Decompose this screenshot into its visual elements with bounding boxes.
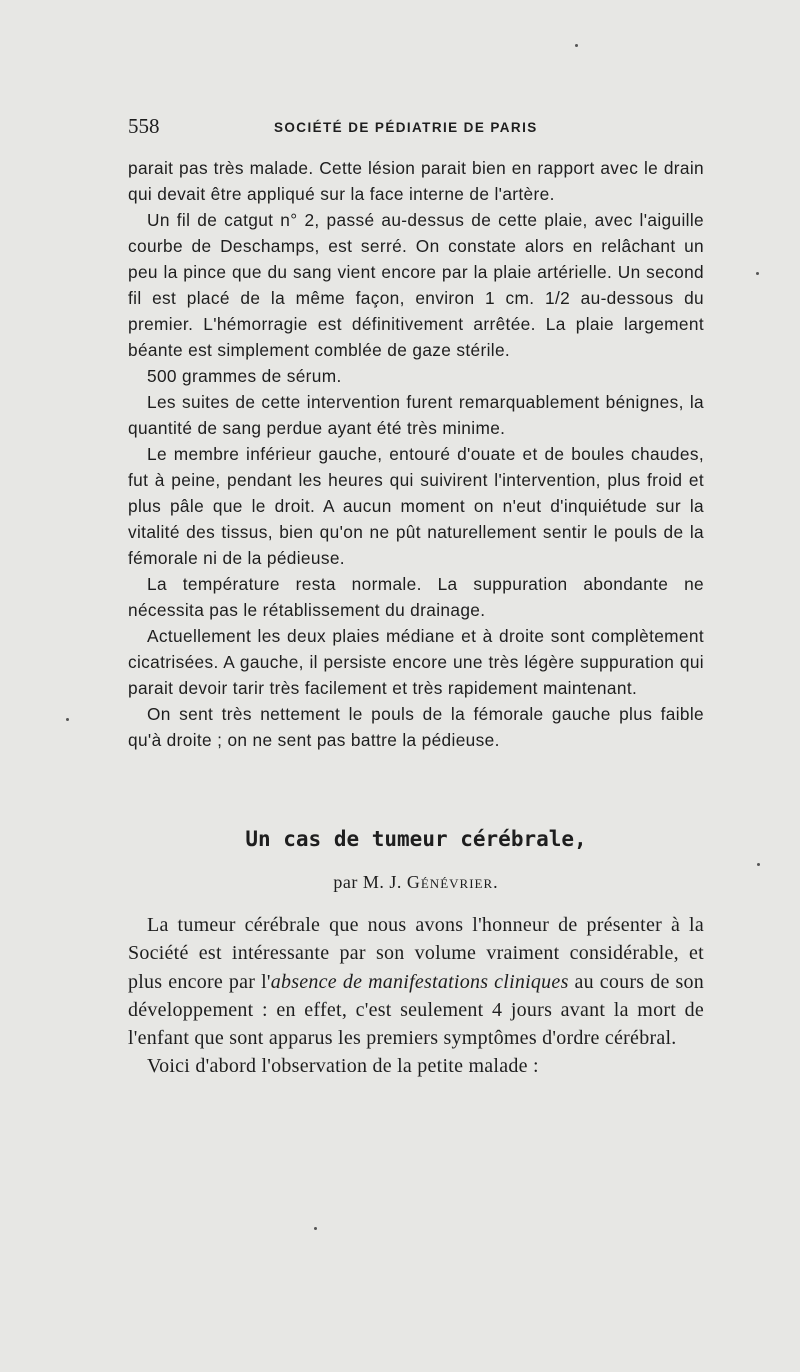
page-number: 558 <box>128 114 160 138</box>
paragraph: Les suites de cette intervention furent remarquablement bénignes, la quantité de sang perdue ayant été très minime. <box>128 392 704 438</box>
scan-speck <box>66 718 69 721</box>
byline-prefix: par M. J. <box>333 872 402 892</box>
running-title: SOCIÉTÉ DE PÉDIATRIE DE PARIS <box>274 120 538 135</box>
paragraph: 500 grammes de sérum. <box>147 366 342 386</box>
article-body <box>128 911 704 1081</box>
article-title: Un cas de tumeur cérébrale, <box>245 827 587 851</box>
emphasis-text: absence de manifestations cliniques <box>270 970 569 993</box>
scan-speck <box>575 44 578 47</box>
text-run: La tumeur cérébrale que nous avons l'honneur de présenter à la Société est intéressante par son volume vraiment considérable, et plus encore par <box>128 914 704 993</box>
paragraph: Un fil de catgut n° 2, passé au-dessus de cette plaie, avec l'aiguille courbe de Deschamps, est serré. On constate alors en relâchant un peu la pince que du sang vient encore par la plaie artérielle. Un second fil est placé de la même façon, environ 1 cm. 1/2 au-dessous du premier. L'hémorragie est définitivement arrêtée. La plaie largement béante est simplement comblée de gaze stérile. <box>128 210 704 360</box>
scan-speck <box>314 1227 317 1230</box>
paragraph: Actuellement les deux plaies médiane et à droite sont complètement cicatrisées. A gauche, il persiste encore une très légère suppuration qui parait devoir tarir très facilement et très rapidement maintenant. <box>128 626 704 698</box>
paragraph: La température resta normale. La suppuration abondante ne nécessita pas le rétablissement du drainage. <box>128 574 704 620</box>
byline-author: Génévrier. <box>406 872 499 892</box>
paragraph: Le membre inférieur gauche, entouré d'ouate et de boules chaudes, fut à peine, pendant les heures qui suivirent l'intervention, plus froid et plus pâle que le droit. A aucun moment on n'eut d'inquiétude sur la vitalité des tissus, bien qu'on ne pût naturellement sentir le pouls de la fémorale ni de la pédieuse. <box>128 444 704 568</box>
page-header <box>128 114 704 144</box>
continuation-text <box>128 155 704 753</box>
paragraph <box>128 911 704 1052</box>
paragraph: On sent très nettement le pouls de la fémorale gauche plus faible qu'à droite ; on ne sent pas battre la pédieuse. <box>128 704 704 750</box>
article-byline <box>128 872 704 893</box>
paragraph: Voici d'abord l'observation de la petite malade : <box>147 1055 539 1078</box>
text-run: l' <box>261 970 271 993</box>
scan-speck <box>757 863 760 866</box>
scan-speck <box>756 272 759 275</box>
paragraph: parait pas très malade. Cette lésion parait bien en rapport avec le drain qui devait être appliqué sur la face interne de l'artère. <box>128 158 704 204</box>
text-run: au cours de son développement : en effet, c'est seulement 4 jours avant la mort de l'enfant que sont apparus les premiers symptômes d'ordre cérébral. <box>128 970 705 1050</box>
